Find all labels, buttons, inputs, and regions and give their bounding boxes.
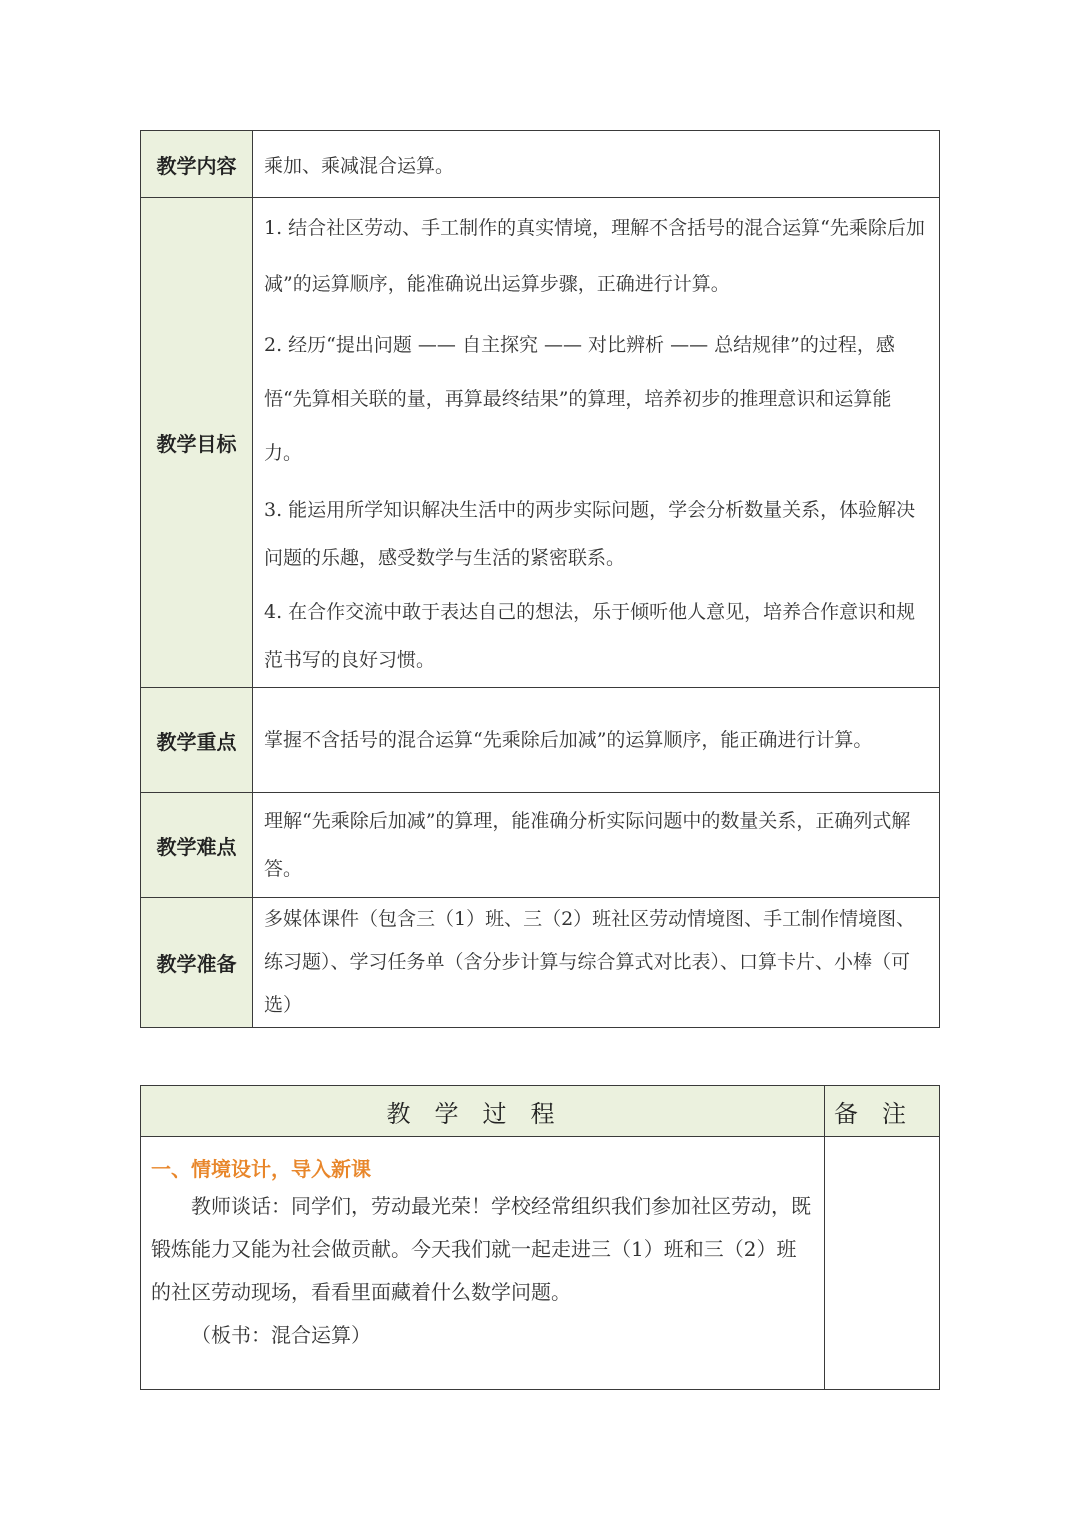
header-process: 教学过程 <box>141 1086 825 1137</box>
process-content <box>141 1137 825 1390</box>
row-key-points <box>141 688 940 793</box>
board-note: （板书：混合运算） <box>191 1323 371 1347</box>
row-goals <box>141 198 940 688</box>
process-paragraph: 教师谈话：同学们，劳动最光荣！学校经常组织我们参加社区劳动，既锻炼能力又能为社会做贡献。今天我们就一起走进三（1）班和三（2）班的社区劳动现场，看看里面藏着什么数学问题。 <box>151 1194 811 1304</box>
row-difficulties <box>141 793 940 898</box>
goal-item-3: 3. 能运用所学知识解决生活中的两步实际问题，学会分析数量关系，体验解决问题的乐趣，感受数学与生活的紧密联系。 <box>264 499 916 569</box>
label-content: 教学内容 <box>141 131 253 198</box>
difficulties-paragraph: 理解“先乘除后加减”的算理，能准确分析实际问题中的数量关系，正确列式解答。 <box>264 810 911 880</box>
label-goals: 教学目标 <box>141 198 253 688</box>
difficulties-text <box>253 793 940 898</box>
teaching-process-table <box>140 1085 940 1390</box>
row-preparation <box>141 898 940 1028</box>
goals-cell <box>253 198 940 688</box>
row-content <box>141 131 940 198</box>
header-notes: 备注 <box>825 1086 940 1137</box>
preparation-paragraph: 多媒体课件（包含三（1）班、三（2）班社区劳动情境图、手工制作情境图、练习题）、学习任务单（含分步计算与综合算式对比表）、口算卡片、小棒（可选） <box>264 908 916 1016</box>
section-title: 一、情境设计，导入新课 <box>151 1157 371 1181</box>
label-key-points: 教学重点 <box>141 688 253 793</box>
key-points-text <box>253 688 940 793</box>
content-text: 乘加、乘减混合运算。 <box>253 131 940 198</box>
preparation-text <box>253 898 940 1028</box>
label-preparation: 教学准备 <box>141 898 253 1028</box>
notes-cell <box>825 1137 940 1390</box>
label-difficulties: 教学难点 <box>141 793 253 898</box>
key-points-paragraph: 掌握不含括号的混合运算“先乘除后加减”的运算顺序，能正确进行计算。 <box>264 729 873 751</box>
process-header-row <box>141 1086 940 1137</box>
goal-item-4: 4. 在合作交流中敢于表达自己的想法，乐于倾听他人意见，培养合作意识和规范书写的良好习惯。 <box>264 601 916 671</box>
goal-item-1: 1. 结合社区劳动、手工制作的真实情境，理解不含括号的混合运算“先乘除后加减”的运算顺序，能准确说出运算步骤，正确进行计算。 <box>264 217 925 295</box>
goal-item-2: 2. 经历“提出问题 —— 自主探究 —— 对比辨析 —— 总结规律”的过程，感悟“先算相关联的量，再算最终结果”的算理，培养初步的推理意识和运算能力。 <box>264 334 895 464</box>
lesson-info-table <box>140 130 940 1028</box>
process-row-1 <box>141 1137 940 1390</box>
